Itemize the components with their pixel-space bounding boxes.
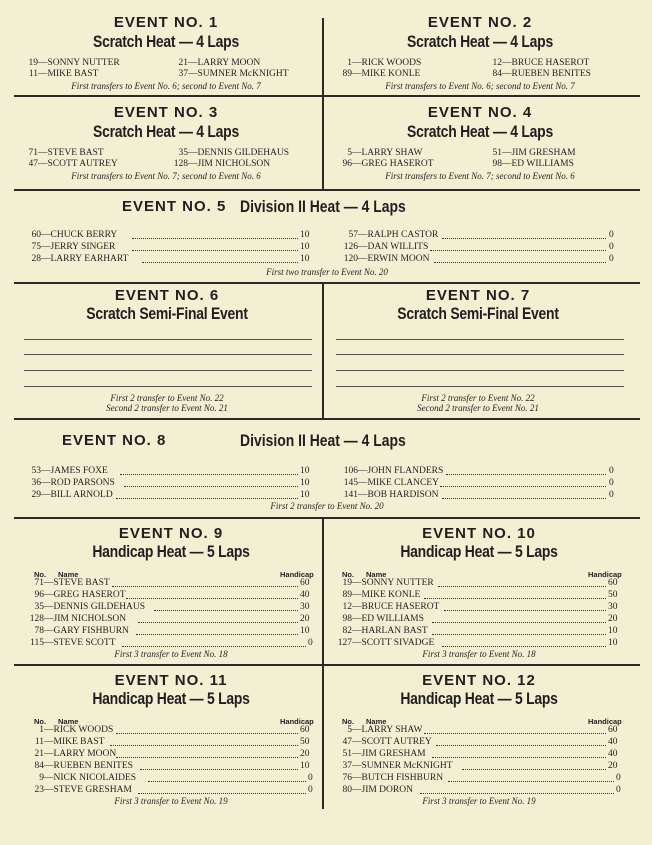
rider-name: —SCOTT AUTREY: [38, 159, 118, 169]
dot-leader: [132, 243, 298, 251]
dot-leader: [138, 786, 306, 794]
handicap-value: 10: [608, 626, 618, 636]
rider-name: —RALPH CASTOR: [358, 230, 439, 240]
transfer-note: First transfers to Event No. 7; second to Event No. 6: [385, 171, 575, 181]
rider-number: 21: [34, 749, 44, 759]
rider-name: —JOHN FLANDERS: [358, 466, 444, 476]
rider-number: 76: [342, 773, 352, 783]
rider-name: —NICK NICOLAIDES: [44, 773, 137, 783]
rider-name: —MIKE BAST: [44, 737, 105, 747]
dot-leader: [434, 255, 606, 263]
transfer-note: First transfers to Event No. 6; second to Event No. 7: [71, 81, 261, 91]
rider-name: —MIKE CLANCEY: [358, 478, 440, 488]
dot-leader: [420, 786, 614, 794]
rider-number: 1: [347, 58, 352, 68]
handicap-value: 50: [300, 737, 310, 747]
rider-name: —SUMNER McKNIGHT: [188, 69, 289, 79]
transfer-note: First 3 transfer to Event No. 18: [422, 649, 536, 659]
rider-number: 37: [342, 761, 352, 771]
rider-name: —ED WILLIAMS: [502, 159, 574, 169]
heat-title: Scratch Heat — 4 Laps: [407, 122, 553, 141]
rider-number: 12: [492, 58, 502, 68]
rider-number: 145: [343, 478, 358, 488]
rider-number: 37: [178, 69, 188, 79]
rider-number: 71: [28, 148, 38, 158]
rider-name: —BRUCE HASEROT: [502, 58, 590, 68]
transfer-note: First two transfer to Event No. 20: [266, 267, 388, 277]
handicap-value: 60: [300, 725, 310, 735]
event-number: EVENT NO. 5: [122, 198, 227, 215]
rider-name: —JIM GRESHAM: [352, 749, 426, 759]
dot-leader: [126, 591, 298, 599]
dot-leader: [442, 231, 606, 239]
rider-name: —BOB HARDISON: [358, 490, 439, 500]
event-number: EVENT NO. 6: [114, 287, 220, 304]
rider-name: —MIKE KONLE: [352, 69, 421, 79]
column-header: Handicap: [588, 717, 622, 726]
heat-title: Scratch Heat — 4 Laps: [93, 122, 239, 141]
divider: [322, 18, 324, 190]
divider: [14, 517, 640, 519]
column-header: No.: [34, 717, 47, 726]
dot-leader: [138, 615, 298, 623]
rider-number: 71: [34, 578, 44, 588]
rider-number: 141: [343, 490, 358, 500]
rider-name: —JAMES FOXE: [41, 466, 108, 476]
event-number: EVENT NO. 9: [118, 525, 224, 542]
event-number: EVENT NO. 2: [427, 14, 533, 31]
blank-line: [336, 354, 624, 355]
event-1: [16, 10, 316, 92]
handicap-value: 20: [608, 761, 618, 771]
dot-leader: [424, 591, 606, 599]
handicap-value: 60: [300, 578, 310, 588]
column-header: Name: [58, 717, 79, 726]
dot-leader: [136, 627, 298, 635]
blank-line: [336, 386, 624, 387]
dot-leader: [424, 726, 606, 734]
rider-number: 53: [31, 466, 41, 476]
rider-number: 98: [492, 159, 502, 169]
heat-title: Handicap Heat — 5 Laps: [92, 689, 250, 708]
blank-line: [24, 386, 312, 387]
dot-leader: [440, 479, 606, 487]
rider-name: —GREG HASEROT: [352, 159, 434, 169]
rider-number: 128: [29, 614, 44, 624]
dot-leader: [142, 255, 298, 263]
rider-number: 57: [348, 230, 358, 240]
rider-number: 9: [39, 773, 44, 783]
column-header: No.: [342, 717, 355, 726]
rider-name: —LARRY SHAW: [352, 725, 423, 735]
rider-name: —JIM DORON: [352, 785, 413, 795]
handicap-value: 20: [608, 614, 618, 624]
heat-title: Handicap Heat — 5 Laps: [400, 542, 558, 561]
rider-name: —ED WILLIAMS: [352, 614, 424, 624]
transfer-note: First 2 transfer to Event No. 22: [110, 393, 224, 403]
divider: [14, 418, 640, 420]
rider-name: —STEVE GRESHAM: [44, 785, 132, 795]
rider-name: —SCOTT AUTREY: [352, 737, 432, 747]
heat-title: Scratch Semi-Final Event: [86, 304, 248, 323]
rider-number: 78: [34, 626, 44, 636]
blank-line: [24, 339, 312, 340]
dot-leader: [140, 762, 298, 770]
handicap-value: 10: [300, 478, 310, 488]
rider-name: —BRUCE HASEROT: [352, 602, 440, 612]
handicap-value: 0: [616, 785, 621, 795]
rider-name: —RUEBEN BENITES: [44, 761, 133, 771]
rider-number: 84: [492, 69, 502, 79]
event-9: [26, 521, 316, 661]
event-2: [330, 10, 630, 92]
blank-line: [24, 354, 312, 355]
rider-number: 84: [34, 761, 44, 771]
rider-name: —LARRY MOON: [44, 749, 117, 759]
divider: [14, 664, 640, 666]
dot-leader: [438, 579, 606, 587]
handicap-value: 30: [300, 602, 310, 612]
dot-leader: [132, 231, 298, 239]
divider: [322, 284, 324, 418]
rider-number: 75: [31, 242, 41, 252]
rider-number: 60: [31, 230, 41, 240]
rider-number: 19: [28, 58, 38, 68]
column-header: Handicap: [280, 570, 314, 579]
transfer-note: First 3 transfer to Event No. 18: [114, 649, 228, 659]
rider-name: —GREG HASEROT: [44, 590, 126, 600]
handicap-value: 40: [608, 749, 618, 759]
rider-name: —BUTCH FISHBURN: [352, 773, 444, 783]
dot-leader: [446, 467, 606, 475]
event-8: [14, 421, 640, 515]
transfer-note: First transfers to Event No. 7; second to Event No. 6: [71, 171, 261, 181]
rider-number: 35: [178, 148, 188, 158]
dot-leader: [442, 491, 606, 499]
event-number: EVENT NO. 12: [422, 672, 536, 689]
rider-name: —JERRY SINGER: [41, 242, 116, 252]
heat-title: Handicap Heat — 5 Laps: [92, 542, 250, 561]
rider-number: 28: [31, 254, 41, 264]
handicap-value: 0: [616, 773, 621, 783]
event-6: [18, 284, 316, 416]
handicap-value: 40: [608, 737, 618, 747]
dot-leader: [436, 738, 606, 746]
rider-name: —JIM NICHOLSON: [44, 614, 127, 624]
handicap-value: 0: [308, 638, 313, 648]
event-number: EVENT NO. 7: [425, 287, 531, 304]
event-number: EVENT NO. 3: [113, 104, 219, 121]
rider-number: 5: [347, 148, 352, 158]
rider-name: —SCOTT SIVADGE: [352, 638, 435, 648]
event-7: [328, 284, 628, 416]
transfer-note: First 3 transfer to Event No. 19: [422, 796, 536, 806]
divider: [14, 189, 640, 191]
rider-name: —RUEBEN BENITES: [502, 69, 591, 79]
event-number: EVENT NO. 11: [114, 672, 228, 689]
rider-number: 29: [31, 490, 41, 500]
dot-leader: [432, 627, 606, 635]
handicap-value: 0: [609, 254, 614, 264]
rider-number: 5: [347, 725, 352, 735]
transfer-note: First 2 transfer to Event No. 22: [421, 393, 535, 403]
rider-name: —GARY FISHBURN: [44, 626, 129, 636]
rider-number: 106: [343, 466, 358, 476]
dot-leader: [116, 726, 298, 734]
rider-number: 89: [342, 69, 352, 79]
rider-name: —RICK WOODS: [352, 58, 422, 68]
transfer-note: First 3 transfer to Event No. 19: [114, 796, 228, 806]
handicap-value: 10: [300, 230, 310, 240]
rider-name: —MIKE KONLE: [352, 590, 421, 600]
rider-name: —JIM GRESHAM: [502, 148, 576, 158]
column-header: Name: [366, 570, 387, 579]
event-number: EVENT NO. 4: [427, 104, 533, 121]
handicap-value: 10: [300, 254, 310, 264]
rider-number: 12: [342, 602, 352, 612]
rider-number: 11: [34, 737, 44, 747]
rider-name: —STEVE SCOTT: [44, 638, 116, 648]
rider-number: 96: [34, 590, 44, 600]
handicap-value: 40: [300, 590, 310, 600]
dot-leader: [444, 603, 606, 611]
rider-number: 96: [342, 159, 352, 169]
rider-name: —STEVE BAST: [44, 578, 110, 588]
handicap-value: 10: [300, 761, 310, 771]
column-header: No.: [34, 570, 47, 579]
rider-name: —LARRY EARHART: [41, 254, 129, 264]
rider-name: —SONNY NUTTER: [38, 58, 120, 68]
handicap-value: 60: [608, 725, 618, 735]
rider-number: 47: [342, 737, 352, 747]
column-header: No.: [342, 570, 355, 579]
dot-leader: [432, 750, 606, 758]
rider-number: 89: [342, 590, 352, 600]
dot-leader: [430, 243, 606, 251]
dot-leader: [110, 738, 298, 746]
event-5: [14, 192, 640, 280]
rider-name: —RICK WOODS: [44, 725, 114, 735]
blank-line: [24, 370, 312, 371]
dot-leader: [442, 639, 606, 647]
rider-name: —MIKE BAST: [38, 69, 99, 79]
handicap-value: 0: [609, 490, 614, 500]
dot-leader: [116, 750, 298, 758]
event-12: [334, 668, 624, 810]
rider-number: 23: [34, 785, 44, 795]
handicap-value: 10: [300, 466, 310, 476]
rider-number: 19: [342, 578, 352, 588]
handicap-value: 10: [300, 242, 310, 252]
handicap-value: 0: [609, 478, 614, 488]
rider-name: —SONNY NUTTER: [352, 578, 434, 588]
rider-name: —BILL ARNOLD: [41, 490, 113, 500]
handicap-value: 0: [609, 230, 614, 240]
handicap-value: 30: [608, 602, 618, 612]
rider-number: 98: [342, 614, 352, 624]
handicap-value: 0: [308, 785, 313, 795]
rider-name: —LARRY MOON: [188, 58, 261, 68]
heat-title: Scratch Semi-Final Event: [397, 304, 559, 323]
rider-number: 127: [337, 638, 352, 648]
dot-leader: [154, 603, 298, 611]
blank-line: [336, 370, 624, 371]
rider-name: —DENNIS GILDEHAUS: [44, 602, 146, 612]
rider-number: 21: [178, 58, 188, 68]
dot-leader: [122, 639, 306, 647]
handicap-value: 20: [300, 614, 310, 624]
event-10: [334, 521, 624, 661]
rider-name: —CHUCK BERRY: [41, 230, 118, 240]
rider-name: —DENNIS GILDEHAUS: [188, 148, 290, 158]
heat-title: Division II Heat — 4 Laps: [240, 197, 406, 216]
dot-leader: [116, 491, 298, 499]
rider-name: —HARLAN BAST: [352, 626, 428, 636]
event-3: [16, 100, 316, 186]
rider-name: —SUMNER McKNIGHT: [352, 761, 453, 771]
handicap-value: 0: [308, 773, 313, 783]
heat-title: Handicap Heat — 5 Laps: [400, 689, 558, 708]
handicap-value: 10: [300, 626, 310, 636]
event-4: [330, 100, 630, 186]
handicap-value: 60: [608, 578, 618, 588]
rider-name: —JIM NICHOLSON: [188, 159, 271, 169]
column-header: Name: [58, 570, 79, 579]
handicap-value: 10: [608, 638, 618, 648]
rider-name: —ROD PARSONS: [41, 478, 115, 488]
rider-number: 47: [28, 159, 38, 169]
rider-number: 120: [343, 254, 358, 264]
rider-number: 51: [342, 749, 352, 759]
event-number: EVENT NO. 10: [422, 525, 536, 542]
rider-number: 80: [342, 785, 352, 795]
dot-leader: [462, 762, 606, 770]
column-header: Handicap: [588, 570, 622, 579]
handicap-value: 20: [300, 749, 310, 759]
heat-title: Scratch Heat — 4 Laps: [93, 32, 239, 51]
handicap-value: 0: [609, 466, 614, 476]
rider-name: —STEVE BAST: [38, 148, 104, 158]
transfer-note: Second 2 transfer to Event No. 21: [106, 403, 228, 413]
rider-number: 126: [343, 242, 358, 252]
handicap-value: 50: [608, 590, 618, 600]
rider-number: 82: [342, 626, 352, 636]
rider-number: 51: [492, 148, 502, 158]
rider-name: —DAN WILLITS: [358, 242, 429, 252]
rider-number: 35: [34, 602, 44, 612]
blank-line: [336, 339, 624, 340]
column-header: Handicap: [280, 717, 314, 726]
event-number: EVENT NO. 1: [113, 14, 219, 31]
transfer-note: First transfers to Event No. 6; second to Event No. 7: [385, 81, 575, 91]
transfer-note: Second 2 transfer to Event No. 21: [417, 403, 539, 413]
event-11: [26, 668, 316, 810]
rider-number: 11: [28, 69, 38, 79]
transfer-note: First 2 transfer to Event No. 20: [270, 501, 384, 511]
rider-number: 1: [39, 725, 44, 735]
event-number: EVENT NO. 8: [62, 432, 167, 449]
dot-leader: [112, 579, 298, 587]
heat-title: Scratch Heat — 4 Laps: [407, 32, 553, 51]
dot-leader: [448, 774, 614, 782]
handicap-value: 0: [609, 242, 614, 252]
rider-number: 36: [31, 478, 41, 488]
dot-leader: [124, 479, 298, 487]
rider-name: —ERWIN MOON: [358, 254, 430, 264]
dot-leader: [148, 774, 306, 782]
rider-name: —LARRY SHAW: [352, 148, 423, 158]
dot-leader: [120, 467, 298, 475]
rider-number: 115: [30, 638, 44, 648]
column-header: Name: [366, 717, 387, 726]
handicap-value: 10: [300, 490, 310, 500]
rider-number: 128: [173, 159, 188, 169]
heat-title: Division II Heat — 4 Laps: [240, 431, 406, 450]
divider: [14, 95, 640, 97]
dot-leader: [432, 615, 606, 623]
